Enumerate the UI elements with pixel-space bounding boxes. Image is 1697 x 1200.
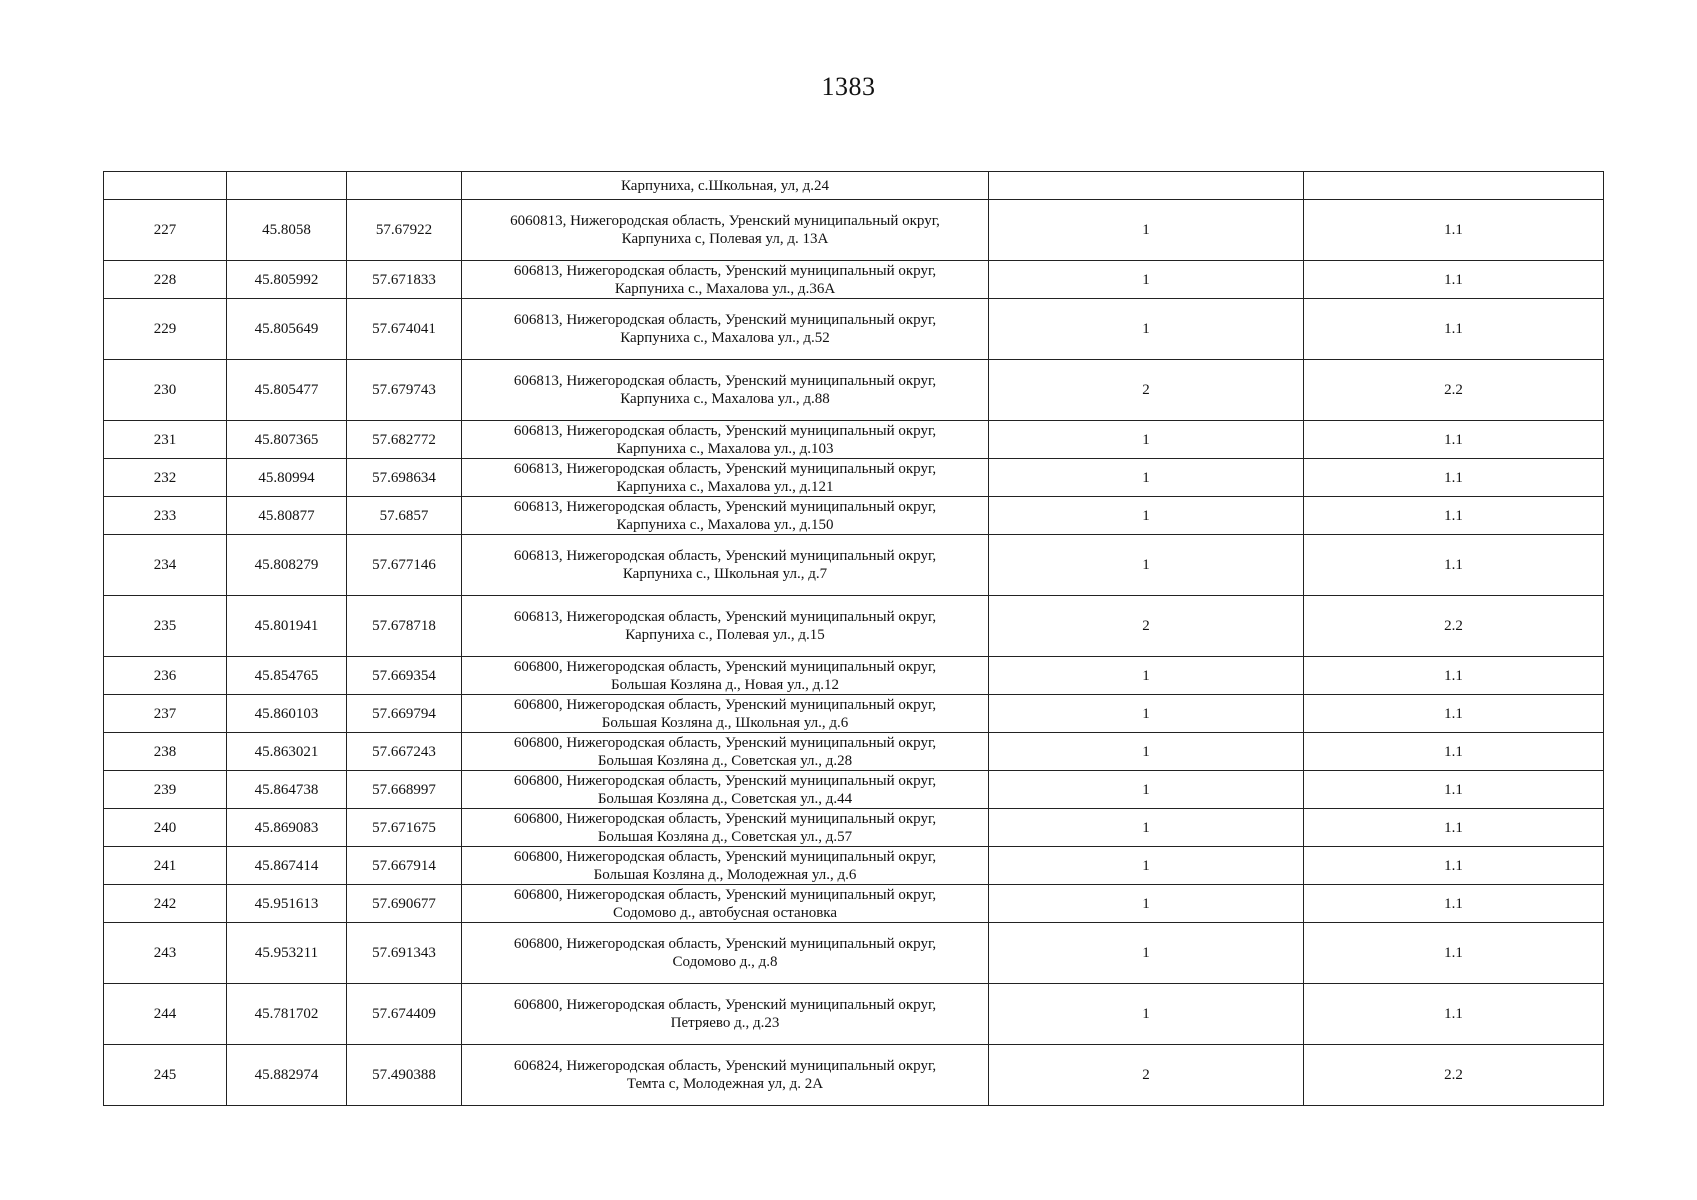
cell-longitude: 45.80877 [227, 497, 347, 535]
cell-longitude: 45.80994 [227, 459, 347, 497]
cell-volume: 1.1 [1304, 657, 1604, 695]
cell-volume: 1.1 [1304, 421, 1604, 459]
cell-latitude: 57.677146 [347, 535, 462, 596]
cell-containers: 2 [989, 1045, 1304, 1106]
cell-containers [989, 172, 1304, 200]
cell-longitude [227, 172, 347, 200]
address-line-2: Большая Козляна д., Школьная ул., д.6 [601, 714, 849, 731]
table-row [104, 771, 1604, 809]
table-row [104, 535, 1604, 596]
cell-number: 241 [104, 847, 227, 885]
table-row [104, 459, 1604, 497]
cell-number: 242 [104, 885, 227, 923]
cell-containers: 1 [989, 200, 1304, 261]
cell-containers: 1 [989, 923, 1304, 984]
container-sites-table [103, 171, 1604, 1106]
cell-volume: 1.1 [1304, 695, 1604, 733]
cell-volume: 1.1 [1304, 984, 1604, 1045]
cell-containers: 1 [989, 771, 1304, 809]
cell-address [462, 657, 989, 695]
address-line-2: Карпуниха с., Школьная ул., д.7 [622, 566, 828, 582]
cell-address [462, 535, 989, 596]
cell-latitude: 57.691343 [347, 923, 462, 984]
cell-number: 229 [104, 299, 227, 360]
cell-volume: 1.1 [1304, 459, 1604, 497]
cell-latitude: 57.682772 [347, 421, 462, 459]
cell-latitude: 57.490388 [347, 1045, 462, 1106]
table-row [104, 261, 1604, 299]
cell-volume: 1.1 [1304, 535, 1604, 596]
cell-longitude: 45.854765 [227, 657, 347, 695]
cell-volume: 1.1 [1304, 497, 1604, 535]
cell-address [462, 695, 989, 733]
cell-longitude: 45.863021 [227, 733, 347, 771]
cell-longitude: 45.864738 [227, 771, 347, 809]
address-line-2: Большая Козляна д., Советская ул., д.57 [597, 828, 853, 845]
address-line-1: 606824, Нижегородская область, Уренский муниципальный округ, [513, 1058, 937, 1074]
cell-address [462, 200, 989, 261]
cell-latitude: 57.669794 [347, 695, 462, 733]
cell-longitude: 45.805992 [227, 261, 347, 299]
cell-latitude: 57.674409 [347, 984, 462, 1045]
address-line-1: 606813, Нижегородская область, Уренский муниципальный округ, [513, 373, 937, 389]
table-row-continuation [104, 172, 1604, 200]
address-line-2: Карпуниха с., Махалова ул., д.36А [614, 280, 836, 297]
cell-number: 240 [104, 809, 227, 847]
cell-volume: 1.1 [1304, 733, 1604, 771]
address-line-2: Карпуниха с, Полевая ул, д. 13А [621, 231, 829, 247]
cell-volume: 1.1 [1304, 261, 1604, 299]
cell-address: Карпуниха, с.Школьная, ул, д.24 [462, 172, 989, 200]
cell-longitude: 45.8058 [227, 200, 347, 261]
table-row [104, 421, 1604, 459]
cell-volume: 1.1 [1304, 809, 1604, 847]
cell-number: 235 [104, 596, 227, 657]
cell-address [462, 809, 989, 847]
address-line-1: 606800, Нижегородская область, Уренский муниципальный округ, [513, 810, 937, 827]
cell-longitude: 45.882974 [227, 1045, 347, 1106]
cell-longitude: 45.867414 [227, 847, 347, 885]
cell-address [462, 421, 989, 459]
cell-number: 232 [104, 459, 227, 497]
cell-latitude: 57.667243 [347, 733, 462, 771]
address-line-2: Большая Козляна д., Молодежная ул., д.6 [593, 866, 857, 883]
cell-latitude [347, 172, 462, 200]
cell-containers: 1 [989, 885, 1304, 923]
cell-number: 234 [104, 535, 227, 596]
cell-containers: 1 [989, 497, 1304, 535]
address-line-1: 606813, Нижегородская область, Уренский муниципальный округ, [513, 548, 937, 564]
cell-address [462, 459, 989, 497]
table-row [104, 200, 1604, 261]
cell-volume: 2.2 [1304, 360, 1604, 421]
table-row [104, 695, 1604, 733]
cell-longitude: 45.951613 [227, 885, 347, 923]
cell-longitude: 45.805477 [227, 360, 347, 421]
cell-containers: 1 [989, 809, 1304, 847]
address-line-1: 606800, Нижегородская область, Уренский муниципальный округ, [513, 772, 937, 789]
address-line-2: Большая Козляна д., Советская ул., д.28 [597, 752, 853, 769]
cell-longitude: 45.807365 [227, 421, 347, 459]
cell-number: 237 [104, 695, 227, 733]
address-line-1: 606813, Нижегородская область, Уренский муниципальный округ, [513, 498, 937, 515]
cell-latitude: 57.698634 [347, 459, 462, 497]
address-line-2: Карпуниха с., Махалова ул., д.121 [616, 478, 834, 495]
cell-longitude: 45.869083 [227, 809, 347, 847]
table-row [104, 809, 1604, 847]
address-line-2: Петряево д., д.23 [670, 1015, 780, 1031]
cell-number: 238 [104, 733, 227, 771]
cell-address [462, 1045, 989, 1106]
table-row [104, 497, 1604, 535]
address-line-1: 606800, Нижегородская область, Уренский муниципальный округ, [513, 936, 937, 952]
table-row [104, 885, 1604, 923]
cell-containers: 1 [989, 261, 1304, 299]
cell-address [462, 360, 989, 421]
cell-latitude: 57.690677 [347, 885, 462, 923]
table-row [104, 923, 1604, 984]
cell-containers: 1 [989, 657, 1304, 695]
cell-longitude: 45.781702 [227, 984, 347, 1045]
table-row [104, 1045, 1604, 1106]
address-line-1: 606800, Нижегородская область, Уренский муниципальный округ, [513, 886, 937, 903]
cell-number: 231 [104, 421, 227, 459]
address-line-1: 606813, Нижегородская область, Уренский муниципальный округ, [513, 312, 937, 328]
address-line-1: 606813, Нижегородская область, Уренский муниципальный округ, [513, 460, 937, 477]
cell-volume: 1.1 [1304, 923, 1604, 984]
cell-address [462, 733, 989, 771]
table-row [104, 299, 1604, 360]
address-line-1: 606800, Нижегородская область, Уренский муниципальный округ, [513, 734, 937, 751]
table-row [104, 847, 1604, 885]
address-line-2: Карпуниха с., Махалова ул., д.103 [616, 440, 834, 457]
cell-volume: 1.1 [1304, 771, 1604, 809]
table-row [104, 657, 1604, 695]
cell-address [462, 847, 989, 885]
address-line-2: Темта с, Молодежная ул, д. 2А [626, 1076, 824, 1092]
cell-containers: 1 [989, 459, 1304, 497]
cell-number [104, 172, 227, 200]
cell-number: 239 [104, 771, 227, 809]
cell-volume: 1.1 [1304, 200, 1604, 261]
cell-number: 244 [104, 984, 227, 1045]
cell-volume: 1.1 [1304, 299, 1604, 360]
address-line-2: Карпуниха с., Махалова ул., д.88 [620, 391, 830, 407]
cell-volume: 2.2 [1304, 596, 1604, 657]
address-line-2: Содомово д., автобусная остановка [612, 904, 838, 921]
address-line-2: Большая Козляна д., Новая ул., д.12 [611, 676, 839, 693]
cell-latitude: 57.678718 [347, 596, 462, 657]
cell-address [462, 497, 989, 535]
address-line-1: 606813, Нижегородская область, Уренский муниципальный округ, [513, 609, 937, 625]
cell-number: 236 [104, 657, 227, 695]
cell-latitude: 57.667914 [347, 847, 462, 885]
cell-latitude: 57.668997 [347, 771, 462, 809]
cell-containers: 1 [989, 847, 1304, 885]
address-line-1: 606800, Нижегородская область, Уренский муниципальный округ, [513, 658, 937, 675]
cell-containers: 1 [989, 733, 1304, 771]
address-line-2: Карпуниха с., Махалова ул., д.52 [620, 330, 830, 346]
cell-latitude: 57.669354 [347, 657, 462, 695]
cell-number: 245 [104, 1045, 227, 1106]
cell-longitude: 45.808279 [227, 535, 347, 596]
cell-number: 243 [104, 923, 227, 984]
cell-volume: 2.2 [1304, 1045, 1604, 1106]
table-row [104, 733, 1604, 771]
cell-latitude: 57.671675 [347, 809, 462, 847]
cell-containers: 1 [989, 421, 1304, 459]
cell-number: 227 [104, 200, 227, 261]
cell-containers: 1 [989, 535, 1304, 596]
cell-containers: 1 [989, 984, 1304, 1045]
address-line-1: 606813, Нижегородская область, Уренский муниципальный округ, [513, 422, 937, 439]
address-line-1: 606813, Нижегородская область, Уренский муниципальный округ, [513, 262, 937, 279]
address-line-2: Карпуниха с., Полевая ул., д.15 [625, 627, 825, 643]
cell-latitude: 57.679743 [347, 360, 462, 421]
cell-latitude: 57.67922 [347, 200, 462, 261]
cell-number: 230 [104, 360, 227, 421]
address-line-1: 606800, Нижегородская область, Уренский муниципальный округ, [513, 848, 937, 865]
cell-latitude: 57.671833 [347, 261, 462, 299]
table-body [104, 172, 1604, 1106]
address-line-2: Карпуниха с., Махалова ул., д.150 [616, 516, 834, 533]
cell-longitude: 45.805649 [227, 299, 347, 360]
cell-longitude: 45.860103 [227, 695, 347, 733]
address-line-2: Содомово д., д.8 [672, 954, 778, 970]
address-line-1: 606800, Нижегородская область, Уренский муниципальный округ, [513, 997, 937, 1013]
table-row [104, 596, 1604, 657]
cell-volume: 1.1 [1304, 885, 1604, 923]
address-line-1: 6060813, Нижегородская область, Уренский муниципальный округ, [510, 213, 940, 229]
cell-address [462, 596, 989, 657]
cell-address [462, 261, 989, 299]
cell-address [462, 923, 989, 984]
cell-containers: 1 [989, 695, 1304, 733]
cell-number: 228 [104, 261, 227, 299]
cell-address [462, 984, 989, 1045]
cell-containers: 2 [989, 360, 1304, 421]
cell-volume: 1.1 [1304, 847, 1604, 885]
table-row [104, 360, 1604, 421]
cell-containers: 1 [989, 299, 1304, 360]
cell-address [462, 771, 989, 809]
address-line-2: Большая Козляна д., Советская ул., д.44 [597, 790, 853, 807]
cell-latitude: 57.674041 [347, 299, 462, 360]
address-line-1: 606800, Нижегородская область, Уренский муниципальный округ, [513, 696, 937, 713]
cell-number: 233 [104, 497, 227, 535]
cell-longitude: 45.953211 [227, 923, 347, 984]
table-row [104, 984, 1604, 1045]
cell-containers: 2 [989, 596, 1304, 657]
cell-address [462, 885, 989, 923]
page-number: 1383 [821, 72, 876, 101]
cell-longitude: 45.801941 [227, 596, 347, 657]
cell-latitude: 57.6857 [347, 497, 462, 535]
cell-address [462, 299, 989, 360]
cell-volume [1304, 172, 1604, 200]
